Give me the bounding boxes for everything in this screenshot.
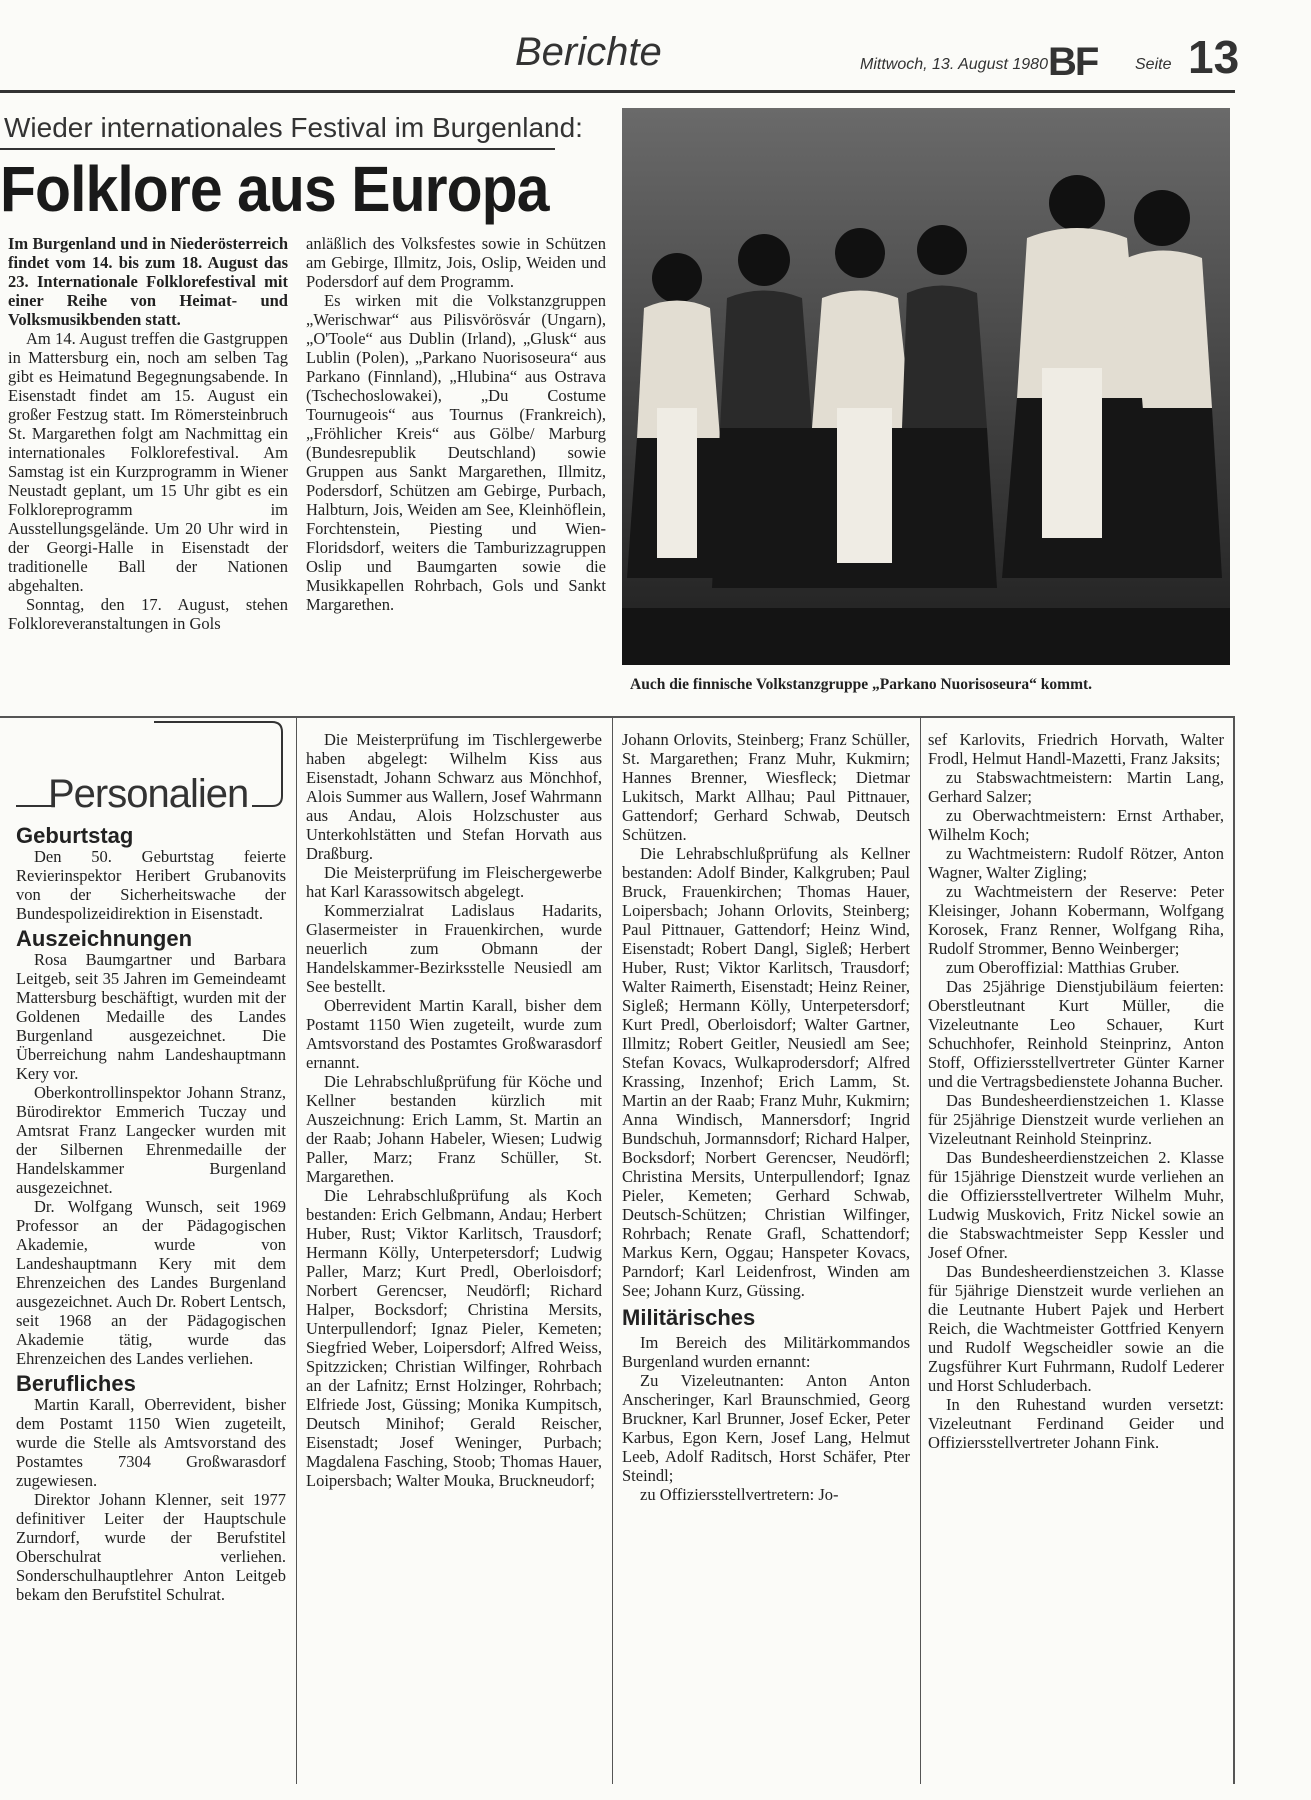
photo-caption: Auch die finnische Volkstanzgruppe „Parkano Nuorisoseura“ kommt. <box>630 676 1093 693</box>
military-paragraph: zu Offiziersstellvertretern: Jo- <box>640 1485 839 1504</box>
awards-paragraph: Dr. Wolfgang Wunsch, seit 1969 Professor an der Pädagogischen Akademie, wurde von Landeshauptmann Kery mit dem Ehrenzeichen des Landes Burgenland ausgezeichnet. Auch Dr. Robert Lentsch, seit 1968 an der Pädagogischen Akademie tätig, wurde das Ehrenzeichen des Landes verliehen. <box>16 1197 286 1368</box>
article-paragraph: Sonntag, den 17. August, stehen Folkloreveranstaltungen in Gols <box>8 595 288 633</box>
article-column-1 <box>8 234 288 633</box>
exam-paragraph: Die Lehrabschlußprüfung als Kellner bestanden: Adolf Binder, Kalkgruben; Paul Bruck, Frauenkirchen; Thomas Hauer, Loipersbach; Johann Orlovits, Steinberg; Paul Pittnauer, Gattendorf; Heinz Wind, Eisenstadt; Robert Dangl, Sigleß; Herbert Huber, Rust; Viktor Karlitsch, Trausdorf; Walter Raimerth, Eisenstadt; Heinz Reiner, Sigleß; Hermann Kölly, Unterpetersdorf; Kurt Predl, Oberloisdorf; Walter Gartner, Illmitz; Robert Geitler, Neusiedl am See; Stefan Kovacs, Wulkaprodersdorf; Alfred Krassing, Inzenhof; Erich Lamm, St. Martin an der Raab; Franz Muhr, Kukmirn; Anna Windisch, Mannersdorf; Ingrid Bundschuh, Jormannsdorf; Richard Halper, Bocksdorf; Norbert Gerencser, Neudörfl; Christina Mersits, Unterpullendorf; Ignaz Pieler, Kemeten; Gerhard Schwab, Deutsch-Schützen; Christian Wilfinger, Rohrbach; Renate Grafl, Schattendorf; Markus Kern, Oggau; Hanspeter Kovacs, Parndorf; Karl Leidenfrost, Winden am See; Johann Kurz, Güssing. <box>622 844 910 1300</box>
military-paragraph: zu Wachtmeistern: Rudolf Rötzer, Anton Wagner, Walter Zigling; <box>928 844 1224 882</box>
subhead-geburtstag: Geburtstag <box>16 823 134 848</box>
military-paragraph: Im Bereich des Militärkommandos Burgenland wurden ernannt: <box>622 1333 910 1371</box>
article-paragraph: Am 14. August treffen die Gastgruppen in Mattersburg ein, noch am selben Tag gibt es Heimatund Begegnungsabende. In Eisenstadt findet am 15. August ein großer Festzug statt. Im Römersteinbruch St. Margarethen folgt am Nachmittag ein internationales Folklorefestival. Am Samstag ist ein Kurzprogramm in Wiener Neustadt geplant, um 15 Uhr gibt es ein Folkloreprogramm im Ausstellungsgelände. Um 20 Uhr wird in der Georgi-Halle in Eisenstadt der traditionelle Ball der Nationen abgehalten. <box>8 329 288 595</box>
box-rule <box>1233 716 1235 1784</box>
column-rule <box>920 716 921 1784</box>
decoration-paragraph: Das Bundesheerdienstzeichen 1. Klasse für 25jährige Dienstzeit wurde verliehen an Vizeleutnant Reinhold Steinprinz. <box>928 1091 1224 1148</box>
dateline: Mittwoch, 13. August 1980 <box>860 56 1048 73</box>
newspaper-logo: BF <box>1048 40 1098 84</box>
military-paragraph: zu Wachtmeistern der Reserve: Peter Kleisinger, Johann Kobermann, Wolfgang Korosek, Franz Renner, Wolfgang Riha, Rudolf Strommer, Benno Weinberger; <box>928 882 1224 958</box>
article-headline: Folklore aus Europa <box>0 153 549 225</box>
section-divider <box>0 716 1235 718</box>
article-kicker: Wieder internationales Festival im Burgenland: <box>4 112 583 143</box>
subhead-auszeichnungen: Auszeichnungen <box>16 926 193 951</box>
dancers-illustration <box>622 108 1230 665</box>
appointment-paragraph: Kommerzialrat Ladislaus Hadarits, Glasermeister in Frauenkirchen, wurde neuerlich zum Obmann der Handelskammer-Bezirksstelle Neusiedl am See bestellt. <box>306 901 602 996</box>
personalien-column-4 <box>928 730 1224 1452</box>
awards-paragraph: Rosa Baumgartner und Barbara Leitgeb, seit 35 Jahren im Gemeindeamt Mattersburg beschäftigt, wurden mit der Goldenen Medaille des Landes Burgenland ausgezeichnet. Die Überreichung nahm Landeshauptmann Kery vor. <box>16 950 286 1083</box>
exam-paragraph: Die Meisterprüfung im Fleischergewerbe hat Karl Karassowitsch abgelegt. <box>306 863 602 901</box>
exam-paragraph: Die Lehrabschlußprüfung für Köche und Kellner bestanden kürzlich mit Auszeichnung: Erich Lamm, St. Martin an der Raab; Johann Habeler, Wiesen; Ludwig Paller, Marz; Franz Schüller, St. Margarethen. <box>306 1072 602 1186</box>
decoration-paragraph: Das Bundesheerdienstzeichen 2. Klasse für 15jährige Dienstzeit wurde verliehen an die Offiziersstellvertreter Wilhelm Muhr, Ludwig Muskovich, Fritz Nickel sowie an die Stabswachtmeister Sepp Kessler und Josef Ofner. <box>928 1148 1224 1262</box>
military-paragraph: Zu Vizeleutnanten: Anton Anton Anscheringer, Karl Braunschmied, Georg Bruckner, Karl Brunner, Josef Ecker, Peter Karbus, Egon Kern, Josef Lang, Helmut Leeb, Adolf Raditsch, Horst Schäfer, Pter Steindl; <box>622 1371 910 1485</box>
military-paragraph: sef Karlovits, Friedrich Horvath, Walter Frodl, Helmut Handl-Mazetti, Franz Jaksits; <box>928 730 1224 768</box>
career-paragraph: Direktor Johann Klenner, seit 1977 definitiver Leiter der Hauptschule Zurndorf, wurde der Berufstitel Oberschulrat verliehen. Sonderschulhauptlehrer Anton Leitgeb bekam den Berufstitel Schulrat. <box>16 1490 286 1604</box>
military-paragraph: zum Oberoffizial: Matthias Gruber. <box>946 958 1180 977</box>
article-column-2 <box>306 234 606 614</box>
kicker-rule <box>0 148 555 150</box>
career-paragraph: Martin Karall, Oberrevident, bisher dem Postamt 1150 Wien zugeteilt, wurde die Stelle als Amtsvorstand des Postamtes 7304 Großwarasdorf zugewiesen. <box>16 1395 286 1490</box>
personalien-column-1 <box>16 823 286 1604</box>
section-title: Berichte <box>515 30 662 74</box>
decoration-paragraph: Das Bundesheerdienstzeichen 3. Klasse für 5jährige Dienstzeit wurde verliehen an die Leutnante Hubert Pajek und Herbert Reich, die Wachtmeister Gottfried Kenyern und Rudolf Wegscheidler sowie an die Zugsführer Kurt Fuhrmann, Rudolf Lederer und Horst Schluderbach. <box>928 1262 1224 1395</box>
column-rule <box>296 716 297 1784</box>
personalien-column-2 <box>306 730 602 1490</box>
exam-paragraph: Die Lehrabschlußprüfung als Koch bestanden: Erich Gelbmann, Andau; Herbert Huber, Rust; Viktor Karlitsch, Trausdorf; Hermann Kölly, Unterpetersdorf; Ludwig Paller, Marz; Kurt Predl, Oberloisdorf; Norbert Gerencser, Neudörfl; Richard Halper, Bocksdorf; Christina Mersits, Unterpullendorf; Ignaz Pieler, Kemeten; Siegfried Weber, Loipersdorf; Alfred Weiss, Spitzzicken; Christian Wilfinger, Rohrbach an der Lafnitz; Ernst Holzinger, Rohrbach; Elfriede Jost, Güssing; Monika Kumpitsch, Deutsch Minihof; Gerald Reischer, Eisenstadt; Josef Weninger, Purbach; Magdalena Fasching, Stoob; Thomas Hauer, Loipersbach; Walter Mouka, Bruckneudorf; <box>306 1186 602 1490</box>
subhead-berufliches: Berufliches <box>16 1371 136 1396</box>
awards-paragraph: Oberkontrollinspektor Johann Stranz, Bürodirektor Emmerich Tuczay und Amtsrat Franz Langecker wurden mit der Silbernen Ehrenmedaille der Handelskammer Burgenland ausgezeichnet. <box>16 1083 286 1197</box>
appointment-paragraph: Oberrevident Martin Karall, bisher dem Postamt 1150 Wien zugeteilt, wurde zum Amtsvorstand des Postamtes Großwarasdorf ernannt. <box>306 996 602 1072</box>
retirement-paragraph: In den Ruhestand wurden versetzt: Vizeleutnant Ferdinand Geider und Offiziersstellvertreter Johann Fink. <box>928 1395 1224 1452</box>
exam-paragraph: Die Meisterprüfung im Tischlergewerbe haben abgelegt: Wilhelm Kiss aus Eisenstadt, Johann Schwarz aus Mönchhof, Alois Summer aus Wallern, Josef Wahrmann aus Andau, Alois Holzschuster aus Unterkohlstätten und Stefan Horvath aus Draßburg. <box>306 730 602 863</box>
subhead-militaerisches: Militärisches <box>622 1305 756 1330</box>
article-paragraph: anläßlich des Volksfestes sowie in Schützen am Gebirge, Illmitz, Jois, Oslip, Weiden und Podersdorf auf dem Programm. <box>306 234 606 291</box>
military-paragraph: zu Stabswachtmeistern: Martin Lang, Gerhard Salzer; <box>928 768 1224 806</box>
jubilee-paragraph: Das 25jährige Dienstjubiläum feierten: Oberstleutnant Kurt Müller, die Vizeleutnante Leo Schauer, Kurt Schuchhofer, Reinhold Steinprinz, Anton Stoff, Offiziersstellvertreter Günter Karner und die Vertragsbedienstete Johanna Bucher. <box>928 977 1224 1091</box>
birthday-paragraph: Den 50. Geburtstag feierte Revierinspektor Heribert Grubanovits von der Sicherheitswache der Bundespolizeidirektion in Eisenstadt. <box>16 847 286 923</box>
masthead-rule <box>0 90 1235 93</box>
column-rule <box>612 716 613 1784</box>
article-lead: Im Burgenland und in Niederösterreich findet vom 14. bis zum 18. August das 23. Internationale Folklorefestival mit einer Reihe von Heimat- und Volksmusikbenden statt. <box>8 234 288 329</box>
military-paragraph: zu Oberwachtmeistern: Ernst Arthaber, Wilhelm Koch; <box>928 806 1224 844</box>
personalien-column-3 <box>622 730 910 1504</box>
personalien-title: Personalien <box>48 772 249 816</box>
page-label: Seite <box>1135 56 1172 73</box>
exam-paragraph: Johann Orlovits, Steinberg; Franz Schüller, St. Margarethen; Franz Muhr, Kukmirn; Hannes Brenner, Wiesfleck; Dietmar Lukitsch, Markt Allhau; Paul Pittnauer, Gattendorf; Gerhard Schwab, Deutsch Schützen. <box>622 730 910 844</box>
article-paragraph: Es wirken mit die Volkstanzgruppen „Werischwar“ aus Pilisvörösvár (Ungarn), „O'Toole“ aus Dublin (Irland), „Glusk“ aus Lublin (Polen), „Parkano Nuorisoseura“ aus Parkano (Finnland), „Hlubina“ aus Ostrava (Tschechoslowakei), „Du Costume Tournugeois“ aus Tournus (Frankreich), „Fröhlicher Kreis“ aus Gölbe/ Marburg (Bundesrepublik Deutschland) sowie Gruppen aus Sankt Margarethen, Illmitz, Podersdorf, Schützen am Gebirge, Purbach, Halbturn, Jois, Weiden am See, Kleinhöflein, Forchtenstein, Piesting und Wien-Floridsdorf, weiters die Tamburizzagruppen Oslip und Baumgarten sowie die Musikkapellen Rohrbach, Gols und Sankt Margarethen. <box>306 291 606 614</box>
page-number: 13 <box>1188 31 1240 83</box>
folk-dance-photo <box>622 108 1230 665</box>
